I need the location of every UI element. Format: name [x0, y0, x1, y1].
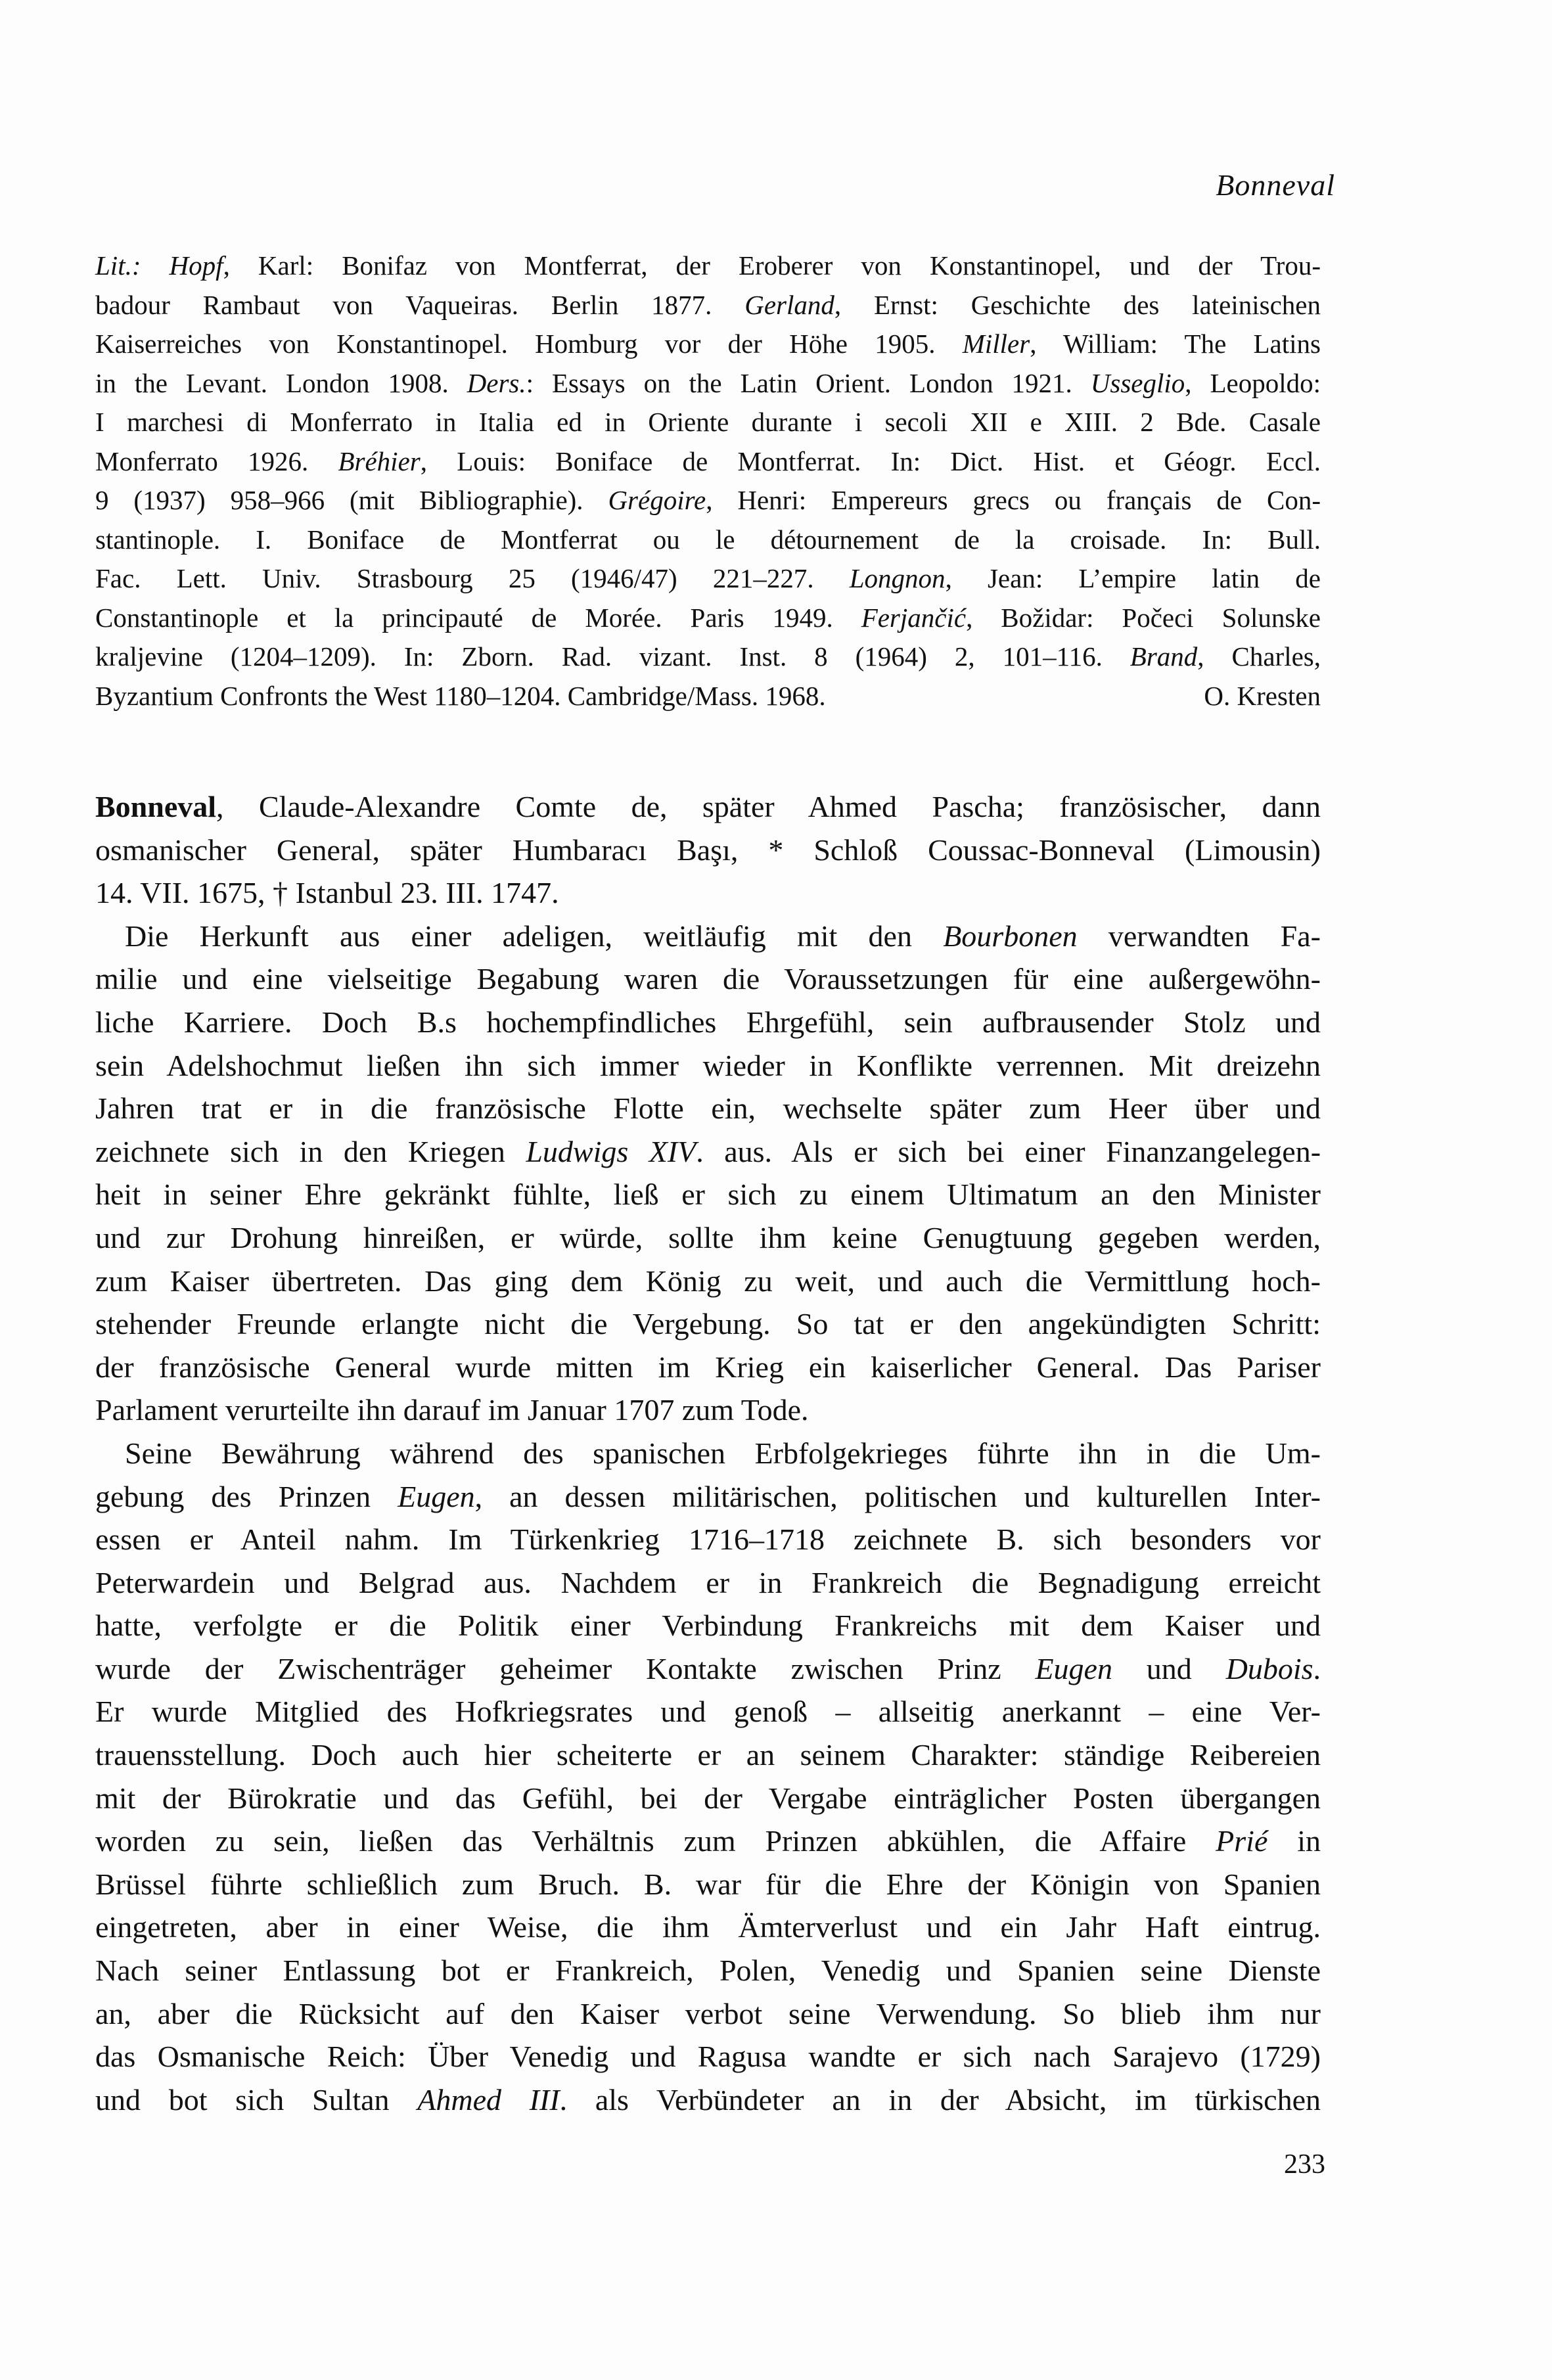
text-run: verwandten Fa- [1077, 919, 1321, 953]
entry-line [95, 1346, 1321, 1389]
text-run: . [1313, 1651, 1321, 1685]
italic-term: Ahmed III [417, 2082, 560, 2117]
italic-term: Brand [1130, 641, 1198, 672]
text-run: Nach seiner Entlassung bot er Frankreich, Polen, Venedig und Spanien seine Dienste [95, 1954, 1321, 1988]
text-run: Fac. Lett. Univ. Strasbourg 25 (1946/47) 221–227. [95, 563, 850, 593]
italic-term: Eugen [1035, 1651, 1112, 1685]
entry-line [95, 1992, 1321, 2036]
entry-line [95, 1388, 1321, 1432]
text-run: Constantinople et la principauté de Morée. Paris 1949. [95, 602, 861, 633]
entry-line [95, 1777, 1321, 1820]
text-run: trauensstellung. Doch auch hier scheiterte er an seinem Charakter: ständige Reibereien [95, 1738, 1321, 1772]
entry-line [95, 1647, 1321, 1691]
entry-line [95, 1130, 1321, 1174]
entry-body [95, 915, 1321, 2122]
text-run: sein Adelshochmut ließen ihn sich immer wieder in Konflikte verrennen. Mit dreizehn [95, 1048, 1321, 1082]
text-run: , Ernst: Geschichte des lateinischen [834, 289, 1321, 320]
literature-section [95, 246, 1321, 716]
entry-paragraph [95, 915, 1321, 1432]
text-run: worden zu sein, ließen das Verhältnis zum Prinzen abkühlen, die Affaire [95, 1824, 1216, 1858]
text-run: : Essays on the Latin Orient. London 1921. [526, 367, 1091, 398]
entry-line [95, 1561, 1321, 1605]
text-run: zeichnete sich in den Kriegen [95, 1134, 526, 1168]
text-run: Parlament verurteilte ihn darauf im Januar 1707 zum Tode. [95, 1393, 809, 1427]
italic-term: Lit.: Hopf [95, 250, 223, 281]
literature-lines [95, 246, 1321, 677]
entry-line [95, 2078, 1321, 2122]
entry-line [95, 915, 1321, 958]
running-head: Bonneval [1216, 168, 1335, 202]
text-run: Brüssel führte schließlich zum Bruch. B. war für die Ehre der Königin von Spanien [95, 1867, 1321, 1901]
text-run: und bot sich Sultan [95, 2082, 418, 2117]
text-run: das Osmanische Reich: Über Venedig und Ragusa wandte er sich nach Sarajevo (1729) [95, 2040, 1321, 2074]
entry-line [95, 1518, 1321, 1561]
entry-line [95, 2035, 1321, 2078]
entry-line [95, 1432, 1321, 1475]
italic-term: Longnon [849, 563, 946, 593]
text-run: an, aber die Rücksicht auf den Kaiser verbot seine Verwendung. So blieb ihm nur [95, 1996, 1321, 2030]
text-run: hatte, verfolgte er die Politik einer Verbindung Frankreichs mit dem Kaiser und [95, 1609, 1321, 1643]
literature-final-line [95, 677, 1321, 716]
italic-term: Bréhier [338, 446, 421, 476]
text-run: Seine Bewährung während des spanischen Erbfolgekrieges führte ihn in die Um- [125, 1436, 1321, 1470]
text-run: , an dessen militärischen, politischen und kulturellen Inter- [474, 1479, 1321, 1513]
entry-line [95, 1216, 1321, 1260]
text-run: und zur Drohung hinreißen, er würde, sollte ihm keine Genugtuung gegeben werden, [95, 1220, 1321, 1254]
text-run: , Louis: Boniface de Montferrat. In: Dict. Hist. et Géogr. Eccl. [420, 446, 1321, 476]
italic-term: Dubois [1225, 1651, 1313, 1685]
italic-term: Prié [1216, 1824, 1268, 1858]
text-run: in the Levant. London 1908. [95, 367, 467, 398]
entry-line [95, 1173, 1321, 1216]
entry-line [95, 1475, 1321, 1519]
text-run: heit in seiner Ehre gekränkt fühlte, ließ er sich zu einem Ultimatum an den Minister [95, 1178, 1321, 1212]
text-run: und [1112, 1651, 1226, 1685]
literature-line [95, 246, 1321, 286]
entry-line [95, 1001, 1321, 1044]
text-run: Monferrato 1926. [95, 446, 338, 476]
entry-heading [95, 785, 1321, 915]
text-run: , Božidar: Počeci Solunske [966, 602, 1321, 633]
entry-line [95, 1604, 1321, 1647]
text-run: gebung des Prinzen [95, 1479, 398, 1513]
literature-line [95, 403, 1321, 442]
italic-term: Usseglio [1090, 367, 1185, 398]
literature-last-line: Byzantium Confronts the West 1180–1204. Cambridge/Mass. 1968. [95, 680, 826, 711]
literature-line [95, 520, 1321, 560]
text-run: , Karl: Bonifaz von Montferrat, der Eroberer von Konstantinopel, und der Trou- [223, 250, 1321, 281]
entry-line [95, 1863, 1321, 1906]
text-run: stantinople. I. Boniface de Montferrat ou le détournement de la croisade. In: Bull. [95, 524, 1321, 555]
entry-paragraph [95, 1432, 1321, 2122]
text-run: , Henri: Empereurs grecs ou français de Con- [706, 485, 1321, 515]
text-run: stehender Freunde erlangte nicht die Vergebung. So tat er den angekündigten Schritt: [95, 1307, 1321, 1341]
text-run: zum Kaiser übertreten. Das ging dem König zu weit, und auch die Vermittlung hoch- [95, 1264, 1321, 1298]
text-run: . als Verbündeter an in der Absicht, im türkischen [559, 2082, 1321, 2117]
literature-line [95, 599, 1321, 638]
italic-term: Eugen [398, 1479, 475, 1513]
italic-term: Miller [962, 329, 1030, 359]
text-run: kraljevine (1204–1209). In: Zborn. Rad. vizant. Inst. 8 (1964) 2, 101–116. [95, 641, 1130, 672]
literature-line [95, 481, 1321, 520]
text-run: der französische General wurde mitten im Krieg ein kaiserlicher General. Das Pariser [95, 1350, 1321, 1384]
entry-line [95, 1302, 1321, 1346]
entry-line [95, 957, 1321, 1001]
italic-term: Gerland [744, 289, 834, 320]
entry-heading-line-2: osmanischer General, später Humbaracı Başı, * Schloß Coussac-Bonneval (Limousin) [95, 833, 1321, 867]
literature-line [95, 559, 1321, 599]
literature-line [95, 325, 1321, 364]
text-run: milie und eine vielseitige Begabung waren die Voraussetzungen für eine außergewöhn- [95, 962, 1321, 996]
text-run: Kaiserreiches von Konstantinopel. Homburg vor der Höhe 1905. [95, 329, 963, 359]
text-run: eingetreten, aber in einer Weise, die ihm Ämterverlust und ein Jahr Haft eintrug. [95, 1910, 1321, 1944]
entry-line [95, 1949, 1321, 1992]
italic-term: Bourbonen [943, 919, 1078, 953]
text-run: liche Karriere. Doch B.s hochempfindliches Ehrgefühl, sein aufbrausender Stolz und [95, 1005, 1321, 1039]
literature-line [95, 286, 1321, 325]
literature-line [95, 364, 1321, 403]
text-run: badour Rambaut von Vaqueiras. Berlin 1877. [95, 289, 745, 320]
italic-term: Ferjančić [861, 602, 967, 633]
text-run: wurde der Zwischenträger geheimer Kontakte zwischen Prinz [95, 1651, 1036, 1685]
author-signature: O. Kresten [1204, 680, 1321, 711]
text-run: , Jean: L’empire latin de [945, 563, 1321, 593]
literature-line [95, 442, 1321, 482]
entry-heading-line-1: , Claude-Alexandre Comte de, später Ahmed Pascha; französischer, dann [216, 790, 1321, 823]
entry-line [95, 1733, 1321, 1777]
text-run: , William: The Latins [1030, 329, 1321, 359]
text-run: , Leopoldo: [1185, 367, 1321, 398]
entry-line [95, 1044, 1321, 1087]
italic-term: Grégoire [608, 485, 706, 515]
encyclopedia-entry [95, 785, 1321, 2121]
entry-line [95, 1819, 1321, 1863]
entry-headword: Bonneval [95, 790, 217, 823]
italic-term: Ders. [467, 367, 526, 398]
text-run: Jahren trat er in die französische Flotte ein, wechselte später zum Heer über und [95, 1091, 1321, 1126]
text-run: . aus. Als er sich bei einer Finanzangelegen- [696, 1134, 1321, 1168]
entry-line [95, 1260, 1321, 1303]
text-run: in [1267, 1824, 1321, 1858]
text-run: Er wurde Mitglied des Hofkriegsrates und genoß – allseitig anerkannt – eine Ver- [95, 1695, 1321, 1729]
text-run: Die Herkunft aus einer adeligen, weitläufig mit den [125, 919, 944, 953]
text-run: , Charles, [1197, 641, 1321, 672]
text-run: Peterwardein und Belgrad aus. Nachdem er in Frankreich die Begnadigung erreicht [95, 1565, 1321, 1599]
text-run: mit der Bürokratie und das Gefühl, bei der Vergabe einträglicher Posten übergangen [95, 1781, 1321, 1815]
entry-line [95, 1906, 1321, 1949]
page-number: 233 [1284, 2149, 1325, 2180]
literature-line [95, 637, 1321, 677]
entry-line [95, 1087, 1321, 1130]
italic-term: Ludwigs XIV [526, 1134, 696, 1168]
entry-heading-line-3: 14. VII. 1675, † Istanbul 23. III. 1747. [95, 876, 559, 910]
entry-line [95, 1690, 1321, 1733]
text-run: essen er Anteil nahm. Im Türkenkrieg 1716–1718 zeichnete B. sich besonders vor [95, 1522, 1321, 1557]
text-run: I marchesi di Monferrato in Italia ed in Oriente durante i secoli XII e XIII. 2 Bde. Casale [95, 407, 1321, 437]
text-run: 9 (1937) 958–966 (mit Bibliographie). [95, 485, 608, 515]
